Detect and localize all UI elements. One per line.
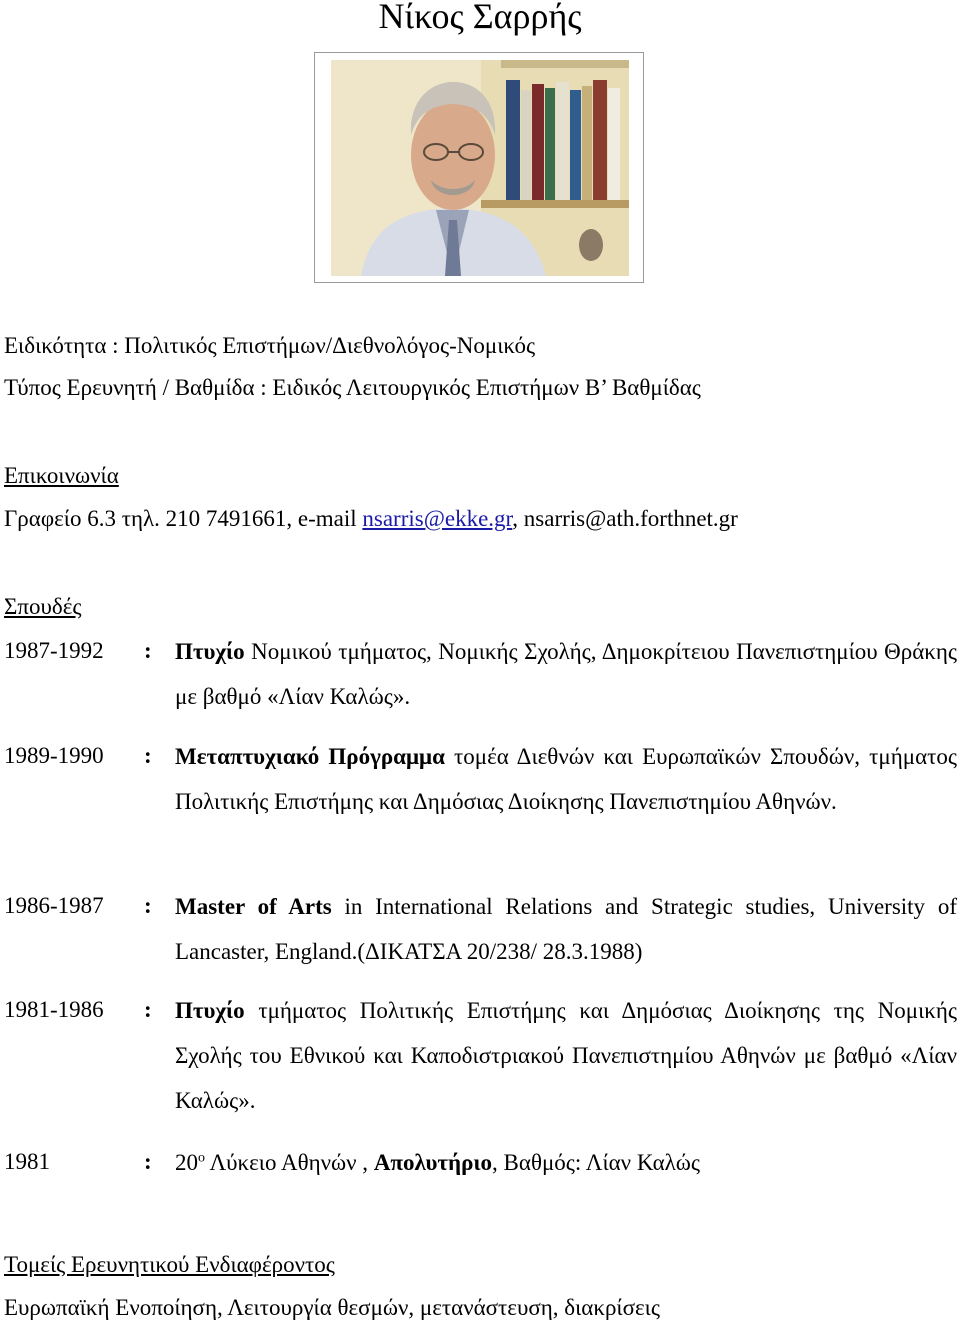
portrait-photo [331,60,629,276]
research-heading: Τομείς Ερευνητικού Ενδιαφέροντος [4,1252,335,1277]
study-title-5: Απολυτήριο [373,1150,493,1175]
contact-line [4,504,738,534]
study-years-1: 1987-1992 [4,638,104,663]
study-separator-2: : [144,743,152,768]
researcher-type-line: Τύπος Ερευνητή / Βαθμίδα : Ειδικός Λειτουργικός Επιστήμων Β’ Βαθμίδας [4,375,701,400]
email-secondary-text: , nsarris@ath.forthnet.gr [512,506,738,531]
person-name: Νίκος Σαρρής [378,0,582,36]
contact-heading: Επικοινωνία [4,463,119,488]
study-desc-5: $20^o$ Λύκειο Αθηνών , Απολυτήριο, Βαθμός: Λίαν Καλώς [175,1150,701,1175]
study-years-4: 1981-1986 [4,997,104,1022]
study-desc-1: Πτυχίο Νομικού τμήματος, Νομικής Σχολής, Δημοκρίτειου Πανεπιστημίου Θράκης με βαθμό «Λίαν Καλώς». [175,639,957,709]
study-separator-5: : [144,1149,152,1174]
study-desc-3: Master of Arts in International Relations and Strategic studies, University of Lancaster, England.(ΔΙΚΑΤΣΑ 20/238/ 28.3.1988) [175,894,957,964]
study-separator-1: : [144,638,152,663]
study-separator-4: : [144,997,152,1022]
study-desc-2: Μεταπτυχιακό Πρόγραμμα τομέα Διεθνών και Ευρωπαϊκών Σπουδών, τμήματος Πολιτικής Επιστήμης και Δημόσιας Διοίκησης Πανεπιστημίου Αθηνών. [175,744,957,814]
email-link[interactable]: nsarris@ekke.gr [362,506,513,531]
study-title-3: Master of Arts [175,894,332,919]
study-title-4: Πτυχίο [175,998,245,1023]
ordinal-superscript: ο [198,1150,205,1166]
study-title-2: Μεταπτυχιακό Πρόγραμμα [175,744,445,769]
study-years-3: 1986-1987 [4,893,104,918]
portrait-frame [314,52,644,283]
study-separator-3: : [144,893,152,918]
study-title-1: Πτυχίο [175,639,245,664]
study-years-5: 1981 [4,1149,50,1174]
study-years-2: 1989-1990 [4,743,104,768]
research-text: Ευρωπαϊκή Ενοποίηση, Λειτουργία θεσμών, μετανάστευση, διακρίσεις [4,1295,660,1320]
studies-heading: Σπουδές [4,594,82,619]
specialty-line: Ειδικότητα : Πολιτικός Επιστήμων/Διεθνολόγος-Νομικός [4,333,536,358]
office-phone-text: Γραφείο 6.3 τηλ. 210 7491661, e-mail [4,506,363,531]
study-desc-4: Πτυχίο τμήματος Πολιτικής Επιστήμης και Δημόσιας Διοίκησης της Νομικής Σχολής του Εθνικού και Καποδιστριακού Πανεπιστημίου Αθηνών με βαθμό «Λίαν Καλώς». [175,998,957,1113]
